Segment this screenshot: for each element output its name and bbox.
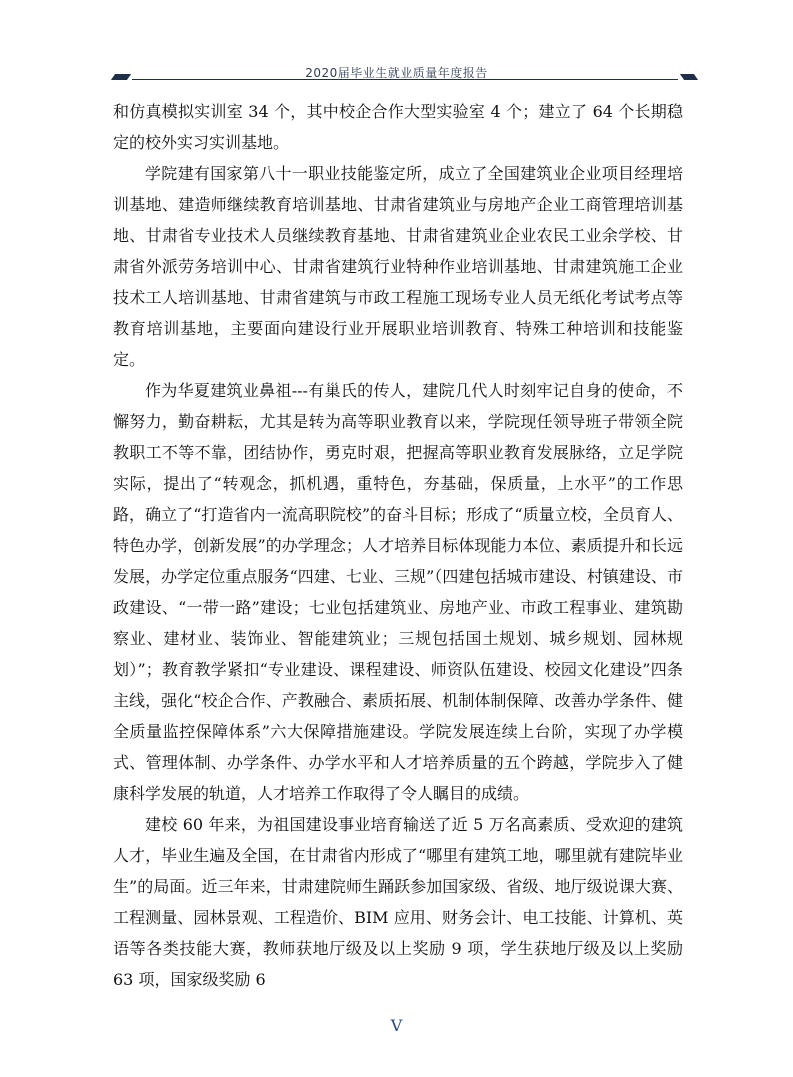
paragraph-line: 毕业生遍及全国，在甘肃省内形成了“哪里有建筑工地，哪里就有建院毕业生”的局 — [113, 846, 683, 896]
paragraph-line: 建设行业开展职业培训教育、特殊工种培训和技能鉴定。 — [113, 319, 683, 369]
paragraph-line: “转观念，抓机遇，重特色，夯基础，保质量，上水平”的工作思路，确立了“打造 — [113, 474, 683, 524]
paragraph-line: 建校 60 年来，为祖国建设事业培育输送了近 5 万名高素质、受欢迎的建筑人才， — [113, 815, 683, 865]
paragraph-line: 学院建有国家第八十一职业技能鉴定所，成立了全国建筑业企业项目经理培训基 — [113, 164, 683, 214]
paragraph-line: 甘肃省建筑与市政工程施工现场专业人员无纸化考试考点等教育培训基地，主要面向 — [113, 288, 683, 338]
paragraph-line: 地、建造师继续教育培训基地、甘肃省建筑业与房地产企业工商管理培训基地、甘肃 — [113, 195, 683, 245]
paragraph-line: 面。近三年来，甘肃建院师生踊跃参加国家级、省级、地厅级说课大赛、工程测量、 — [113, 877, 683, 927]
paragraph-line: 培训中心、甘肃省建筑行业特种作业培训基地、甘肃建筑施工企业技术工人培训基地、 — [113, 257, 683, 307]
paragraph-line: 合、素质拓展、机制体制保障、改善办学条件、健全质量监控保障体系”六大保障措 — [113, 691, 683, 741]
page-header — [0, 0, 793, 90]
header-rule — [132, 79, 678, 80]
paragraph-line: 园林景观、工程造价、BIM 应用、财务会计、电工技能、计算机、英语等各类技能大 — [113, 908, 683, 958]
paragraph-line: 和仿真模拟实训室 34 个，其中校企合作大型实验室 4 个；建立了 64 个长期稳定的校 — [113, 102, 683, 152]
header-title: 2020届毕业生就业质量年度报告 — [305, 66, 488, 80]
paragraph-line: 省内一流高职院校”的奋斗目标；形成了“质量立校，全员育人、特色办学，创新发 — [113, 505, 683, 555]
paragraph-line: 人瞩目的成绩。 — [417, 784, 530, 803]
document-body — [113, 96, 683, 995]
paragraph-line: 赛，教师获地厅级及以上奖励 9 项，学生获地厅级及以上奖励 63 项，国家级奖励 6 — [113, 939, 683, 989]
paragraph-line: 外实习实训基地。 — [161, 133, 290, 152]
paragraph-line: 等不靠，团结协作，勇克时艰，把握高等职业教育发展脉络，立足学院实际，提出了 — [113, 443, 683, 493]
paragraph-line: 省专业技术人员继续教育基地、甘肃省建筑业企业农民工业余学校、甘肃省外派劳务 — [113, 226, 683, 276]
body-paragraph — [113, 96, 683, 158]
paragraph-line: 作为华夏建筑业鼻祖---有巢氏的传人，建院几代人时刻牢记自身的使命，不懈努 — [113, 381, 683, 431]
paragraph-line: 展”的办学理念；人才培养目标体现能力本位、素质提升和长远发展，办学定位重点 — [113, 536, 683, 586]
page-number: V — [390, 1016, 403, 1035]
paragraph-line: 服务“四建、七业、三规”（四建包括城市建设、村镇建设、市政建设、“一带一路” — [113, 567, 683, 617]
paragraph-line: 力，勤奋耕耘，尤其是转为高等职业教育以来，学院现任领导班子带领全院教职工不 — [113, 412, 683, 462]
body-paragraph — [113, 375, 683, 809]
paragraph-line: 人才培养质量的五个跨越，学院步入了健康科学发展的轨道，人才培养工作取得了令 — [113, 753, 683, 803]
paragraph-line: 设、课程建设、师资队伍建设、校园文化建设”四条主线，强化“校企合作、产教融 — [113, 660, 683, 710]
paragraph-line: 建设；七业包括建筑业、房地产业、市政工程事业、建筑勘察业、建材业、装饰业、 — [113, 598, 683, 648]
paragraph-line: 施建设。学院发展连续上台阶，实现了办学模式、管理体制、办学条件、办学水平和 — [113, 722, 683, 772]
body-paragraph — [113, 158, 683, 375]
paragraph-line: 智能建筑业；三规包括国土规划、城乡规划、园林规划）”；教育教学紧扣“专业建 — [113, 629, 683, 679]
body-paragraph — [113, 809, 683, 995]
